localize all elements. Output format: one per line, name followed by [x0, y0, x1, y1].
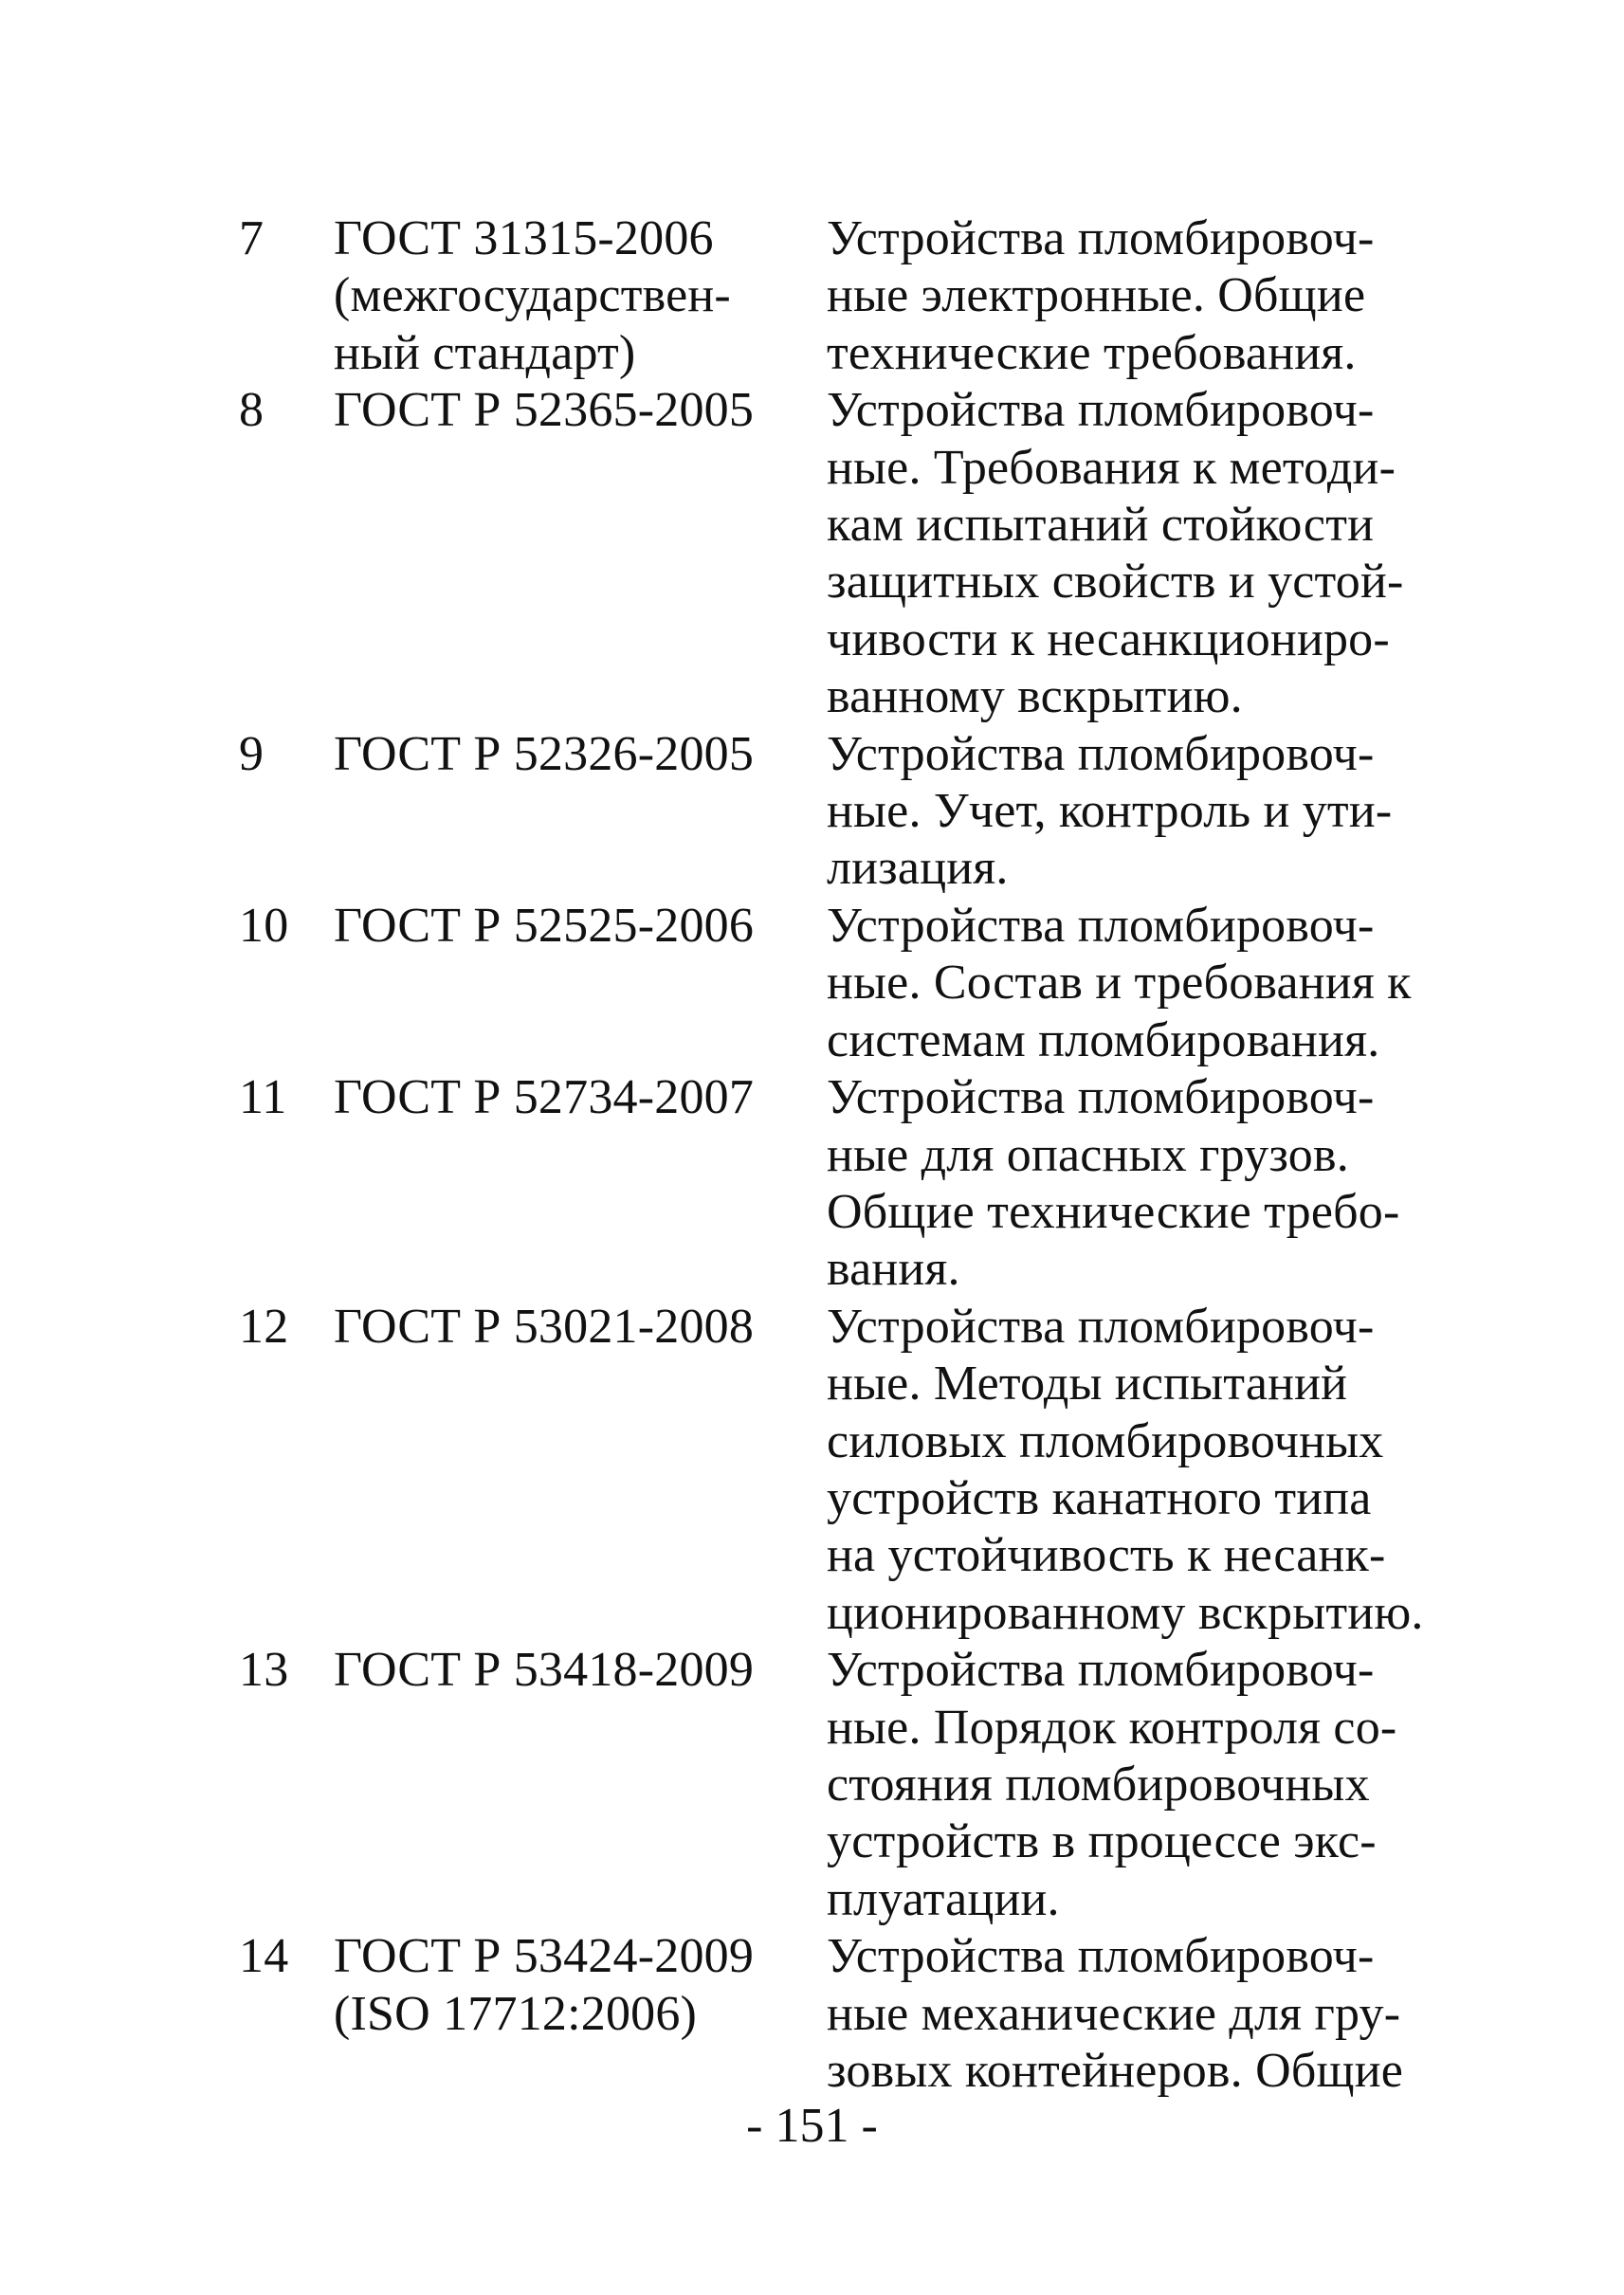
description-line: Устройства пломбировоч- [827, 1299, 1375, 1354]
description-line: Устройства пломбировоч- [827, 898, 1375, 953]
description-line: устройств в процессе экс- [827, 1814, 1377, 1869]
standard-row-12 [239, 1299, 1471, 1642]
standard-code-line: ГОСТ Р 52326-2005 [334, 726, 755, 781]
standard-code-line: ГОСТ Р 53418-2009 [334, 1643, 755, 1698]
description-line: ные. Учет, контроль и ути- [827, 784, 1393, 839]
standard-code-line: (межгосударствен- [334, 268, 731, 323]
description-line: ные. Порядок контроля со- [827, 1700, 1397, 1755]
row-number: 7 [239, 211, 265, 265]
row-number: 11 [239, 1070, 287, 1125]
description-line: Устройства пломбировоч- [827, 211, 1375, 265]
standard-code-line: ГОСТ Р 53424-2009 [334, 1929, 755, 1984]
description-line: Устройства пломбировоч- [827, 1929, 1375, 1984]
description-line: плуатации. [827, 1871, 1060, 1926]
standard-code [334, 1299, 827, 1356]
description-line: ные. Состав и требования к [827, 956, 1412, 1011]
standards-list [239, 210, 1471, 2100]
description-line: ные для опасных грузов. [827, 1127, 1349, 1182]
standard-code [334, 210, 827, 382]
standard-row-9 [239, 726, 1471, 898]
row-number: 13 [239, 1643, 289, 1698]
description-line: Устройства пломбировоч- [827, 1070, 1375, 1125]
page-number: - 151 - [746, 2099, 878, 2153]
description-line: лизация. [827, 841, 1009, 896]
description-line: зовых контейнеров. Общие [827, 2044, 1404, 2098]
description-line: ные электронные. Общие [827, 268, 1366, 323]
description-line: системам пломбирования. [827, 1012, 1380, 1067]
description-line: силовых пломбировочных [827, 1413, 1384, 1468]
standard-code [334, 898, 827, 955]
description-line: чивости к несанкциониро- [827, 611, 1390, 666]
standard-description [827, 726, 1471, 898]
standard-row-8 [239, 382, 1471, 725]
description-line: вания. [827, 1242, 960, 1297]
description-line: Общие технические требо- [827, 1184, 1400, 1239]
row-number: 8 [239, 383, 265, 438]
standard-description [827, 1642, 1471, 1928]
standard-description [827, 898, 1471, 1069]
standard-code [334, 726, 827, 783]
row-number: 10 [239, 898, 289, 953]
standard-code-line: ГОСТ Р 52734-2007 [334, 1070, 755, 1125]
description-line: Устройства пломбировоч- [827, 1643, 1375, 1698]
description-line: ные механические для гру- [827, 1986, 1401, 2041]
description-line: стояния пломбировочных [827, 1757, 1370, 1812]
row-number: 12 [239, 1299, 289, 1354]
standard-row-11 [239, 1069, 1471, 1299]
description-line: ционированному вскрытию. [827, 1585, 1424, 1640]
standard-code-line: ГОСТ Р 53021-2008 [334, 1299, 755, 1354]
standard-code-line: ГОСТ Р 52525-2006 [334, 898, 755, 953]
description-line: технические требования. [827, 325, 1357, 380]
standard-code-line: ГОСТ 31315-2006 [334, 211, 714, 265]
description-line: ванному вскрытию. [827, 669, 1243, 724]
description-line: ные. Методы испытаний [827, 1357, 1348, 1412]
description-line: устройств канатного типа [827, 1470, 1372, 1525]
standard-code [334, 382, 827, 439]
standard-code-line: ный стандарт) [334, 325, 636, 380]
standard-code-line: ГОСТ Р 52365-2005 [334, 383, 755, 438]
description-line: ные. Требования к методи- [827, 440, 1396, 495]
standard-row-13 [239, 1642, 1471, 1928]
description-line: на устойчивость к несанк- [827, 1528, 1386, 1583]
standard-description [827, 1928, 1471, 2100]
description-line: Устройства пломбировоч- [827, 726, 1375, 781]
row-number: 9 [239, 726, 265, 781]
standard-code-line: (ISO 17712:2006) [334, 1986, 698, 2041]
standard-code [334, 1642, 827, 1699]
standard-description [827, 1299, 1471, 1642]
description-line: кам испытаний стойкости [827, 498, 1375, 553]
standard-row-7 [239, 210, 1471, 382]
standard-row-14 [239, 1928, 1471, 2100]
description-line: Устройства пломбировоч- [827, 383, 1375, 438]
standard-description [827, 210, 1471, 382]
standard-description [827, 382, 1471, 725]
standard-code [334, 1928, 827, 2043]
row-number: 14 [239, 1929, 289, 1984]
standard-description [827, 1069, 1471, 1299]
standard-row-10 [239, 898, 1471, 1069]
standard-code [334, 1069, 827, 1126]
description-line: защитных свойств и устой- [827, 555, 1404, 610]
